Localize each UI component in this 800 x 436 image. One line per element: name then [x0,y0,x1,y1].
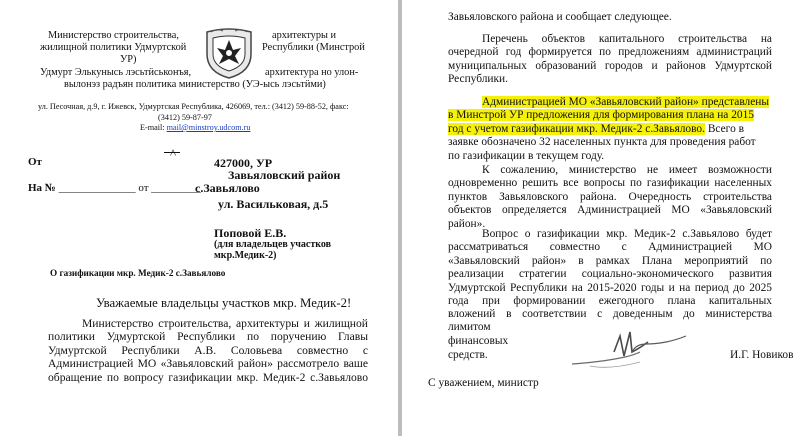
body-paragraph [48,317,368,384]
letter-page-1 [0,0,398,436]
org-name-line1-left: Министерство строительства, [48,30,179,41]
recipient-name: Поповой Е.В. [214,226,287,240]
para-line: Министерство строительства, архитектуры и жилищной [82,317,368,330]
highlighted-text: год с учетом газификации мкр. Медик-2 с.Завьялово. [448,122,705,135]
para-line: объектов определяется Администрацией МО «Завьяловский [448,204,772,217]
email-line [140,123,250,132]
date-blank: _________ [151,182,201,194]
org-address: ул. Песочная, д.9, г. Ижевск, Удмуртская Республика, 426069, тел.: (3412) 59-88-52, факс: [38,102,349,111]
letter-page-2 [402,0,800,436]
para-line: лимитом [448,320,491,333]
para-line: Администрацией МО «Завьяловский район» рассмотрело ваше [48,357,368,371]
handwritten-signature [570,322,690,372]
email-link[interactable]: mail@minstroy.udcom.ru [166,123,251,132]
org-name-line1-right: архитектуры и [272,30,336,41]
greeting: Уважаемые владельцы участков мкр. Медик-2! [96,296,352,310]
paragraph-list-formation [448,33,772,87]
org-name-line2-left: жилищной политики Удмуртской [40,42,187,53]
continuation-line: Завьяловского района и сообщает следующее. [448,11,672,23]
from-date-label: от [138,182,149,194]
caret-mark: ^ [170,146,177,161]
no-label: На № [28,182,56,194]
org-name-line2-right: Республики (Минстрой [262,42,365,53]
from-label: От [28,156,42,168]
recipient-note-1: (для владельцев участков [214,239,332,250]
no-blank: ______________ [58,182,136,194]
email-label: E-mail: [140,123,165,132]
closing-phrase: С уважением, министр [428,377,539,389]
para-line: очередной год формируется по предложениям администраций [448,46,772,59]
para-line: Республики. [448,73,508,86]
org-name-line3: УР) [120,54,137,65]
org-name-udmurt-left: Удмурт Элькунысь лэсьтӥськонъя, [40,67,192,78]
highlighted-text: в Минстрой УР предложения для формирования плана на 2015 [448,109,754,122]
coat-of-arms-emblem [203,26,255,80]
recipient-note-2: мкр.Медик-2) [214,250,277,261]
para-line: по газификации в текущем году. [448,149,605,162]
signer-name: И.Г. Новиков [730,349,794,361]
para-line: «Завьяловский район» в рамках Плана мероприятий по [448,254,772,267]
org-fax: (3412) 59-87-97 [158,113,212,122]
letter-subject: О газификации мкр. Медик-2 с.Завьялово [50,268,226,278]
para-line: обращение по вопросу газификации мкр. Медик-2 с.Завьялово [48,370,368,384]
paragraph-highlighted [448,96,772,163]
para-line: рассматриваться совместно с Администрацией МО [448,241,772,254]
para-line: Удмуртской Республики на 2015-2020 годы и на период до 2025 [448,281,772,294]
caret-underline [164,152,180,153]
paragraph-regret [448,164,772,231]
para-line: пунктов Завьяловского района. Очередность строительства [448,190,772,203]
para-line: политики Удмуртской Республики по поручению Главы [48,330,368,344]
para-line: Перечень объектов капитального строительства на [482,33,772,45]
para-line: одновременно решить все вопросы по газификации населенных [448,177,772,190]
para-line: реализации стратегии социально-экономического развития [448,268,772,281]
para-line: финансовых [448,335,509,348]
para-line: К сожалению, министерство не имеет возможности [482,164,772,176]
highlighted-text: Администрацией МО «Завьяловский район» представлены [482,96,770,108]
para-line: вложений в соответствии с доведенным до министерства [448,308,772,321]
para-line: средств. [448,348,488,361]
org-name-udmurt-right: архитектура но улон- [265,67,359,78]
para-line: муниципальных образований городов и районов Удмуртской [448,59,772,72]
para-line: район». [448,217,486,230]
para-tail: Всего в [704,122,744,135]
para-line: Удмуртской Республики А.В. Соловьева совместно с [48,343,368,357]
recipient-village: с.Завьялово [195,181,260,195]
recipient-district: Завьяловский район [228,168,341,182]
para-line: заявке обозначено 32 населенных пункта для проведения работ [448,136,756,149]
recipient-street: ул. Васильковая, д.5 [218,197,329,211]
org-name-udmurt-line2: вылонэз радъян политика министерство (УЭ-ысь лэсьтӥми) [64,79,326,90]
para-line: Вопрос о газификации мкр. Медик-2 с.Завьялово будет [482,228,772,240]
reference-line [28,182,201,194]
recipient-postal: 427000, УР [214,156,273,170]
para-line: года при формировании ежегодного плана капитальных [448,294,772,307]
